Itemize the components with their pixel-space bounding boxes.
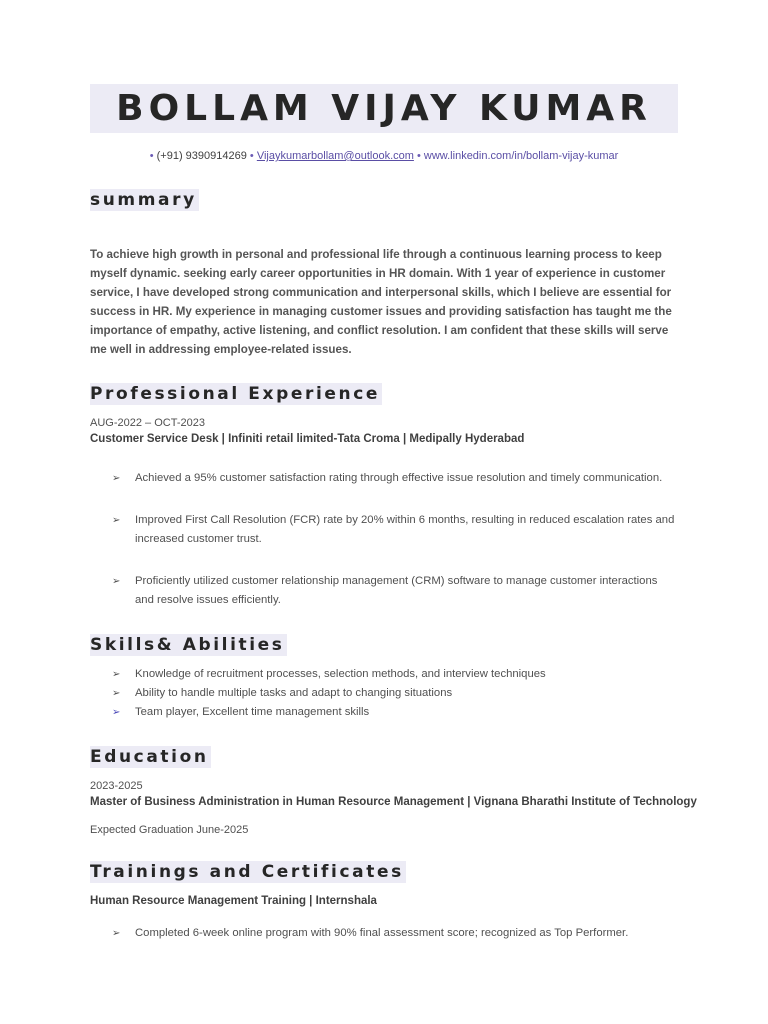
list-item [90, 572, 678, 610]
bullet-dot: • [416, 150, 421, 162]
contact-line [90, 150, 678, 162]
trainings-heading: Trainings and Certificates [90, 862, 404, 882]
summary-section [90, 189, 678, 359]
list-item-text: Improved First Call Resolution (FCR) rate by 20% within 6 months, resulting in reduced escalation rates and increased customer trust. [135, 514, 675, 545]
list-item [90, 469, 678, 488]
arrow-bullet-icon: ➢ [112, 707, 121, 718]
skills-section [90, 634, 678, 722]
experience-dates: AUG-2022 – OCT-2023 [90, 417, 205, 429]
bullet-dot: • [149, 150, 154, 162]
list-item-text: Proficiently utilized customer relationship management (CRM) software to manage customer interactions and resolve issues efficiently. [135, 575, 658, 606]
experience-heading: Professional Experience [90, 384, 381, 404]
list-item-text: Achieved a 95% customer satisfaction rating through effective issue resolution and timely communication. [135, 472, 663, 484]
list-item-text: Completed 6-week online program with 90% final assessment score; recognized as Top Performer. [135, 927, 629, 939]
linkedin-link[interactable]: www.linkedin.com/in/bollam-vijay-kumar [423, 150, 619, 162]
trainings-section [90, 861, 678, 943]
graduation-date: Expected Graduation June-2025 [90, 824, 249, 836]
name-banner [90, 84, 678, 133]
summary-text: To achieve high growth in personal and professional life through a continuous learning process to keep myself dynamic. seeking early career opportunities in HR domain. With 1 year of experience in customer service, I have developed strong communication and interpersonal skills, which I believe are essential for success in HR. My experience in managing customer issues and providing satisfaction has taught me the importance of empathy, active listening, and conflict resolution. I am confident that these skills will serve me well in addressing employee-related issues. [90, 248, 672, 356]
education-dates: 2023-2025 [90, 780, 143, 792]
arrow-bullet-icon: ➢ [112, 669, 121, 680]
list-item [90, 684, 678, 703]
experience-bullets [90, 469, 678, 610]
arrow-bullet-icon: ➢ [112, 473, 121, 484]
bullet-dot: • [249, 150, 254, 162]
arrow-bullet-icon: ➢ [112, 576, 121, 587]
email-link[interactable]: Vijaykumarbollam@outlook.com [256, 150, 414, 162]
education-section [90, 746, 697, 836]
arrow-bullet-icon: ➢ [112, 928, 121, 939]
arrow-bullet-icon: ➢ [112, 515, 121, 526]
list-item [90, 703, 678, 722]
experience-section [90, 383, 678, 610]
resume-page [90, 84, 697, 943]
education-heading: Education [90, 747, 209, 767]
list-item-text: Ability to handle multiple tasks and adapt to changing situations [135, 687, 453, 699]
summary-heading: summary [90, 190, 197, 210]
arrow-bullet-icon: ➢ [112, 688, 121, 699]
education-degree: Master of Business Administration in Human Resource Management | Vignana Bharathi Institute of Technology [90, 796, 697, 808]
skills-bullets [90, 665, 678, 722]
candidate-name: BOLLAM VIJAY KUMAR [116, 88, 652, 129]
list-item [90, 924, 678, 943]
skills-heading: Skills& Abilities [90, 635, 285, 655]
list-item-text: Knowledge of recruitment processes, selection methods, and interview techniques [135, 668, 546, 680]
list-item-text: Team player, Excellent time management skills [135, 706, 370, 718]
list-item [90, 511, 678, 549]
training-title: Human Resource Management Training | Internshala [90, 895, 377, 907]
phone-number: (+91) 9390914269 [156, 150, 247, 162]
experience-role: Customer Service Desk | Infiniti retail limited-Tata Croma | Medipally Hyderabad [90, 433, 525, 445]
training-bullets [90, 924, 678, 943]
list-item [90, 665, 678, 684]
